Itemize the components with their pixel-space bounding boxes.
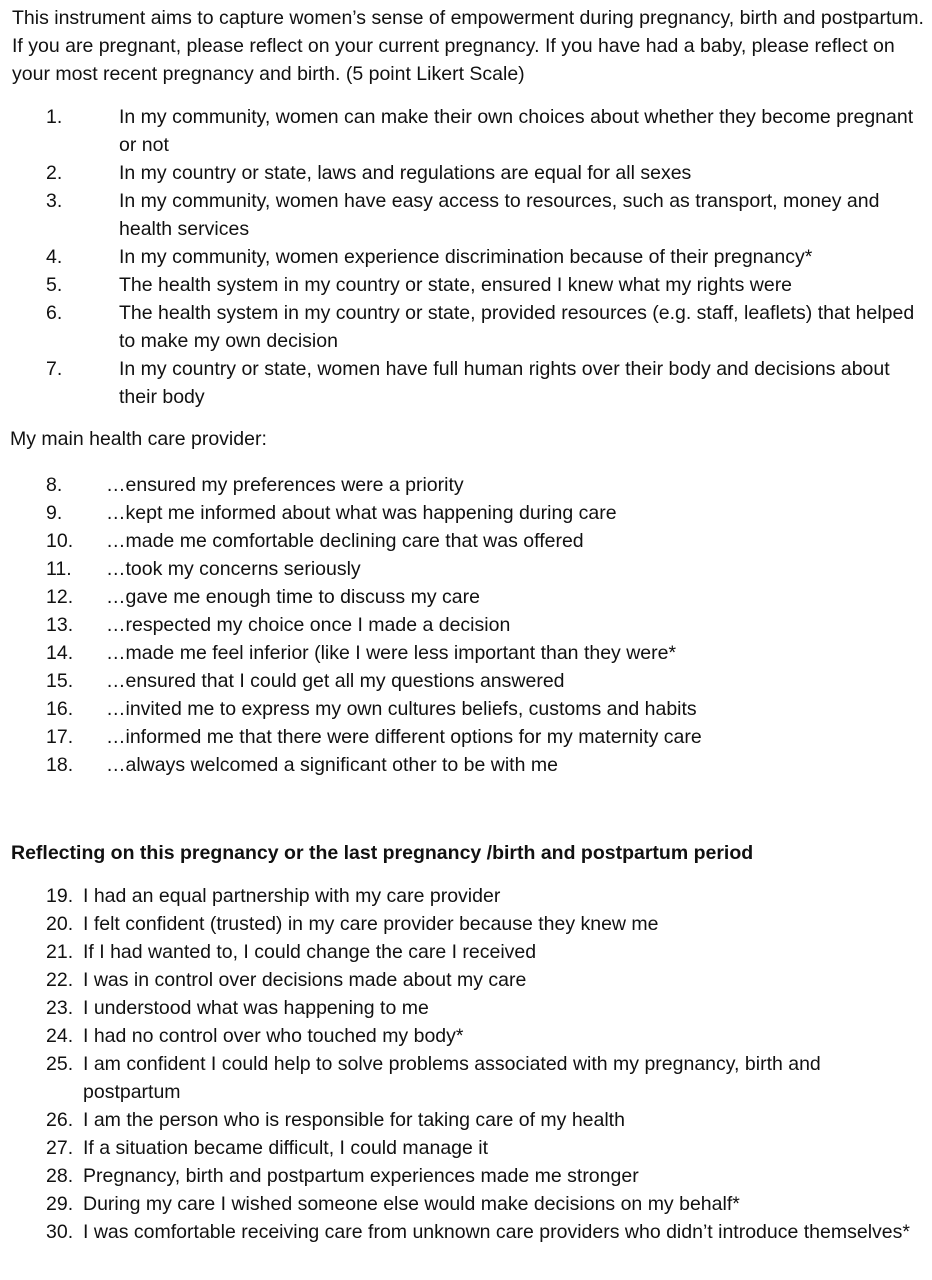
item-number: 10. (46, 530, 74, 552)
list-item (46, 1190, 916, 1218)
item-text: …took my concerns seriously (106, 558, 361, 580)
item-number: 13. (46, 614, 74, 636)
community-items-list (46, 103, 930, 411)
list-item (46, 499, 846, 527)
provider-items-list (46, 471, 846, 779)
item-text: In my community, women experience discrimination because of their pregnancy* (119, 246, 813, 268)
item-number: 22. (46, 969, 74, 991)
item-number: 21. (46, 941, 74, 963)
list-item (46, 882, 916, 910)
item-number: 30. (46, 1221, 74, 1243)
item-text: …gave me enough time to discuss my care (106, 586, 480, 608)
item-number: 19. (46, 885, 74, 907)
item-text: …respected my choice once I made a decision (106, 614, 511, 636)
list-item (46, 187, 930, 243)
list-item (46, 1022, 916, 1050)
item-text: In my community, women have easy access to resources, such as transport, money and health services (119, 190, 880, 240)
item-number: 6. (46, 302, 63, 324)
item-number: 12. (46, 586, 74, 608)
list-item (46, 667, 846, 695)
list-item (46, 159, 930, 187)
item-number: 14. (46, 642, 74, 664)
item-number: 11. (46, 558, 72, 580)
list-item (46, 910, 916, 938)
item-number: 4. (46, 246, 63, 268)
item-text: …made me feel inferior (like I were less important than they were* (106, 642, 677, 664)
list-item (46, 1050, 916, 1106)
item-number: 16. (46, 698, 74, 720)
item-text: If I had wanted to, I could change the care I received (83, 941, 537, 963)
item-text: I felt confident (trusted) in my care provider because they knew me (83, 913, 659, 935)
list-item (46, 639, 846, 667)
reflection-section-heading: Reflecting on this pregnancy or the last pregnancy /birth and postpartum period (11, 842, 754, 864)
item-text: During my care I wished someone else would make decisions on my behalf* (83, 1193, 740, 1215)
list-item (46, 103, 930, 159)
list-item (46, 938, 916, 966)
item-number: 15. (46, 670, 74, 692)
item-number: 3. (46, 190, 63, 212)
item-text: …kept me informed about what was happening during care (106, 502, 617, 524)
list-item (46, 1218, 916, 1246)
list-item (46, 966, 916, 994)
item-number: 23. (46, 997, 74, 1019)
item-text: In my country or state, laws and regulations are equal for all sexes (119, 162, 692, 184)
item-number: 5. (46, 274, 63, 296)
item-text: …always welcomed a significant other to be with me (106, 754, 558, 776)
item-number: 28. (46, 1165, 74, 1187)
item-number: 26. (46, 1109, 74, 1131)
list-item (46, 695, 846, 723)
item-text: I understood what was happening to me (83, 997, 429, 1019)
list-item (46, 611, 846, 639)
item-text: If a situation became difficult, I could manage it (83, 1137, 489, 1159)
item-text: In my community, women can make their own choices about whether they become pregnant or not (119, 106, 914, 156)
list-item (46, 1162, 916, 1190)
item-number: 18. (46, 754, 74, 776)
item-text: I had no control over who touched my body* (83, 1025, 464, 1047)
list-item (46, 271, 930, 299)
reflection-items-list (46, 882, 916, 1246)
list-item (46, 299, 930, 355)
list-item (46, 994, 916, 1022)
item-text: I am the person who is responsible for taking care of my health (83, 1109, 625, 1131)
intro-paragraph: This instrument aims to capture women’s sense of empowerment during pregnancy, birth and postpartum. If you are pregnant, please reflect on your current pregnancy. If you have had a baby, please reflect on your most recent pregnancy and birth. (5 point Likert Scale) (12, 7, 924, 85)
item-number: 29. (46, 1193, 74, 1215)
item-text: …made me comfortable declining care that was offered (106, 530, 584, 552)
list-item (46, 555, 846, 583)
item-text: Pregnancy, birth and postpartum experiences made me stronger (83, 1165, 639, 1187)
item-text: The health system in my country or state, ensured I knew what my rights were (119, 274, 793, 296)
item-number: 25. (46, 1053, 74, 1075)
list-item (46, 1106, 916, 1134)
provider-section-heading: My main health care provider: (10, 428, 267, 450)
list-item (46, 1134, 916, 1162)
item-text: I was in control over decisions made about my care (83, 969, 527, 991)
item-text: …invited me to express my own cultures beliefs, customs and habits (106, 698, 697, 720)
list-item (46, 527, 846, 555)
item-text: …ensured my preferences were a priority (106, 474, 464, 496)
item-number: 27. (46, 1137, 74, 1159)
list-item (46, 751, 846, 779)
item-number: 9. (46, 502, 63, 524)
item-number: 1. (46, 106, 63, 128)
item-number: 20. (46, 913, 74, 935)
item-text: …informed me that there were different options for my maternity care (106, 726, 702, 748)
list-item (46, 243, 930, 271)
item-number: 17. (46, 726, 74, 748)
item-text: I am confident I could help to solve problems associated with my pregnancy, birth and postpartum (83, 1053, 821, 1103)
list-item (46, 471, 846, 499)
list-item (46, 723, 846, 751)
item-text: In my country or state, women have full human rights over their body and decisions about their body (119, 358, 890, 408)
item-number: 2. (46, 162, 63, 184)
item-number: 8. (46, 474, 63, 496)
item-text: …ensured that I could get all my questions answered (106, 670, 565, 692)
list-item (46, 355, 930, 411)
item-number: 24. (46, 1025, 74, 1047)
item-number: 7. (46, 358, 63, 380)
list-item (46, 583, 846, 611)
item-text: The health system in my country or state, provided resources (e.g. staff, leaflets) that helped to make my own decision (119, 302, 915, 352)
item-text: I had an equal partnership with my care provider (83, 885, 501, 907)
item-text: I was comfortable receiving care from unknown care providers who didn’t introduce themselves* (83, 1221, 910, 1243)
